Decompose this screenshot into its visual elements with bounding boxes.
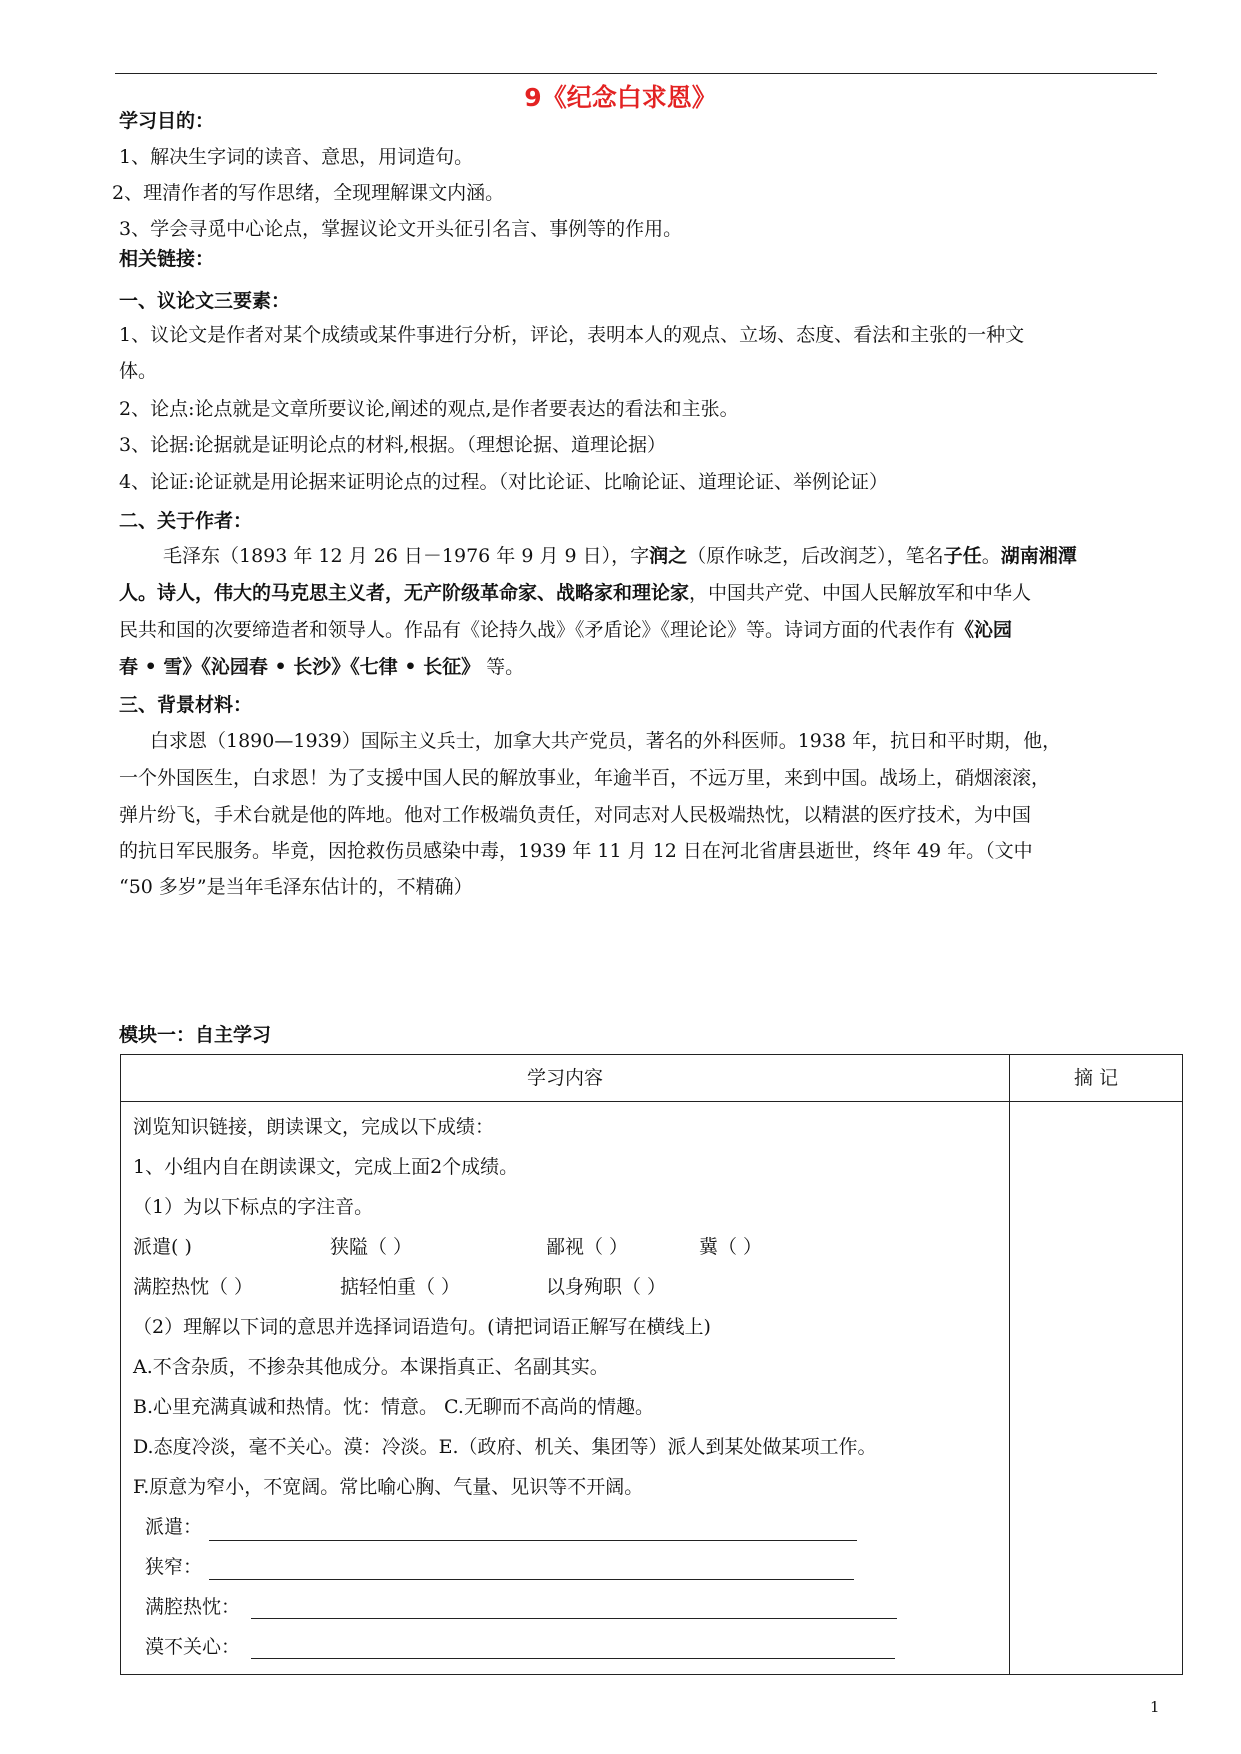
links-heading: 相关链接：: [119, 248, 215, 270]
answer-line[interactable]: [209, 1540, 857, 1541]
background-line: “50 多岁”是当年毛泽东估计的，不精确）: [119, 876, 473, 898]
cell-line: D.态度冷淡，毫不关心。漠：冷淡。E.（政府、机关、集团等）派人到某处做某项工作。: [133, 1436, 877, 1458]
section-line: 体。: [119, 360, 158, 382]
blank-label: 派遣：: [145, 1516, 203, 1538]
author-bold: 春 • 雪》《沁园春 • 长沙》《七律 • 长征》: [119, 656, 481, 678]
section-heading: 一、议论文三要素：: [119, 290, 291, 312]
pinyin-item: 鄙视（ ）: [546, 1236, 629, 1258]
author-line: [163, 543, 1077, 569]
cell-line: F.原意为窄小，不宽阔。常比喻心胸、气量、见识等不开阔。: [133, 1476, 644, 1498]
author-line: [119, 580, 1031, 606]
pinyin-item: 派遣( ): [133, 1236, 192, 1258]
goal-item: 3、学会寻觅中心论点，掌握议论文开头征引名言、事例等的作用。: [119, 218, 683, 240]
author-bold: 子任: [943, 545, 982, 567]
section-line: 2、论点:论点就是文章所要议论,阐述的观点,是作者要表达的看法和主张。: [119, 398, 739, 420]
cell-line: （1）为以下标点的字注音。: [133, 1196, 374, 1218]
blank-label: 狭窄：: [145, 1556, 203, 1578]
author-bold: 人。诗人，伟大的马克思主义者，无产阶级革命家、战略家和理论家: [119, 582, 690, 604]
background-line: 弹片纷飞，手术台就是他的阵地。他对工作极端负责任，对同志对人民极端热忱，以精湛的医疗技术，为中国: [119, 804, 1032, 826]
author-bold: 《沁园: [955, 619, 1013, 641]
author-bold: 湖南湘潭: [1000, 545, 1077, 567]
pinyin-item: 狭隘（ ）: [330, 1236, 413, 1258]
section-line: 3、论据:论据就是证明论点的材料,根据。（理想论据、道理论据）: [119, 434, 667, 456]
goals-heading: 学习目的：: [119, 110, 215, 132]
column-header: 学习内容: [121, 1055, 1010, 1102]
author-text: 。: [981, 545, 1001, 567]
pinyin-item: 冀（ ）: [699, 1236, 763, 1258]
answer-line[interactable]: [209, 1579, 854, 1580]
blank-label: 满腔热忱：: [145, 1596, 241, 1618]
author-line: [119, 654, 524, 680]
page-number: 1: [1150, 1698, 1160, 1716]
cell-line: A.不含杂质，不掺杂其他成分。本课指真正、名副其实。: [133, 1356, 609, 1378]
cell-line: B.心里充满真诚和热情。忱：情意。 C.无聊而不高尚的情趣。: [133, 1396, 654, 1418]
author-line: [119, 617, 1012, 643]
goal-item: 1、解决生字词的读音、意思，用词造句。: [119, 146, 474, 168]
page-title: 9《纪念白求恩》: [524, 83, 717, 112]
section-line: 4、论证:论证就是用论据来证明论点的过程。（对比论证、比喻论证、道理论证、举例论证）: [119, 471, 888, 493]
study-content-cell: [121, 1102, 1010, 1675]
background-line: 白求恩（1890—1939）国际主义兵士，加拿大共产党员，著名的外科医师。1938 年，抗日和平时期，他，: [150, 730, 1062, 752]
author-text: 毛泽东（1893 年 12 月 26 日－1976 年 9 月 9 日），字: [163, 545, 650, 567]
pinyin-item: 满腔热忱（ ）: [133, 1276, 254, 1298]
column-header: 摘 记: [1010, 1055, 1183, 1102]
study-table: [120, 1054, 1183, 1675]
pinyin-item: 以身殉职（ ）: [546, 1276, 667, 1298]
cell-line: 浏览知识链接，朗读课文，完成以下成绩：: [133, 1116, 495, 1138]
answer-line[interactable]: [251, 1618, 897, 1619]
author-text: ，中国共产党、中国人民解放军和中华人: [689, 582, 1032, 604]
author-bold: 润之: [649, 545, 688, 567]
section-line: 1、议论文是作者对某个成绩或某件事进行分析，评论，表明本人的观点、立场、态度、看法和主张的一种文: [119, 324, 1025, 346]
goal-item: 2、理清作者的写作思绪，全现理解课文内涵。: [112, 182, 505, 204]
section-heading: 三、背景材料：: [119, 694, 253, 716]
notes-cell[interactable]: [1010, 1102, 1183, 1675]
author-text: （原作咏芝，后改润芝），笔名: [687, 545, 944, 567]
module-heading: 模块一：自主学习: [119, 1024, 272, 1046]
blank-label: 漠不关心：: [145, 1636, 241, 1658]
answer-line[interactable]: [251, 1658, 895, 1659]
header-rule: [115, 73, 1157, 74]
cell-content: [121, 1102, 1009, 1674]
author-text: 等。: [480, 656, 525, 678]
background-line: 一个外国医生，白求恩！为了支援中国人民的解放事业，年逾半百，不远万里，来到中国。战场上，硝烟滚滚，: [119, 767, 1051, 789]
background-line: 的抗日军民服务。毕竟，因抢救伤员感染中毒，1939 年 11 月 12 日在河北省唐县逝世，终年 49 年。（文中: [119, 840, 1033, 862]
cell-line: 1、小组内自在朗读课文，完成上面2个成绩。: [133, 1156, 519, 1178]
cell-line: （2）理解以下词的意思并选择词语造句。(请把词语正解写在横线上): [133, 1316, 711, 1338]
section-heading: 二、关于作者：: [119, 510, 253, 532]
author-text: 民共和国的次要缔造者和领导人。作品有《论持久战》《矛盾论》《理论论》等。诗词方面的代表作有: [119, 619, 956, 641]
pinyin-item: 掂轻怕重（ ）: [340, 1276, 461, 1298]
